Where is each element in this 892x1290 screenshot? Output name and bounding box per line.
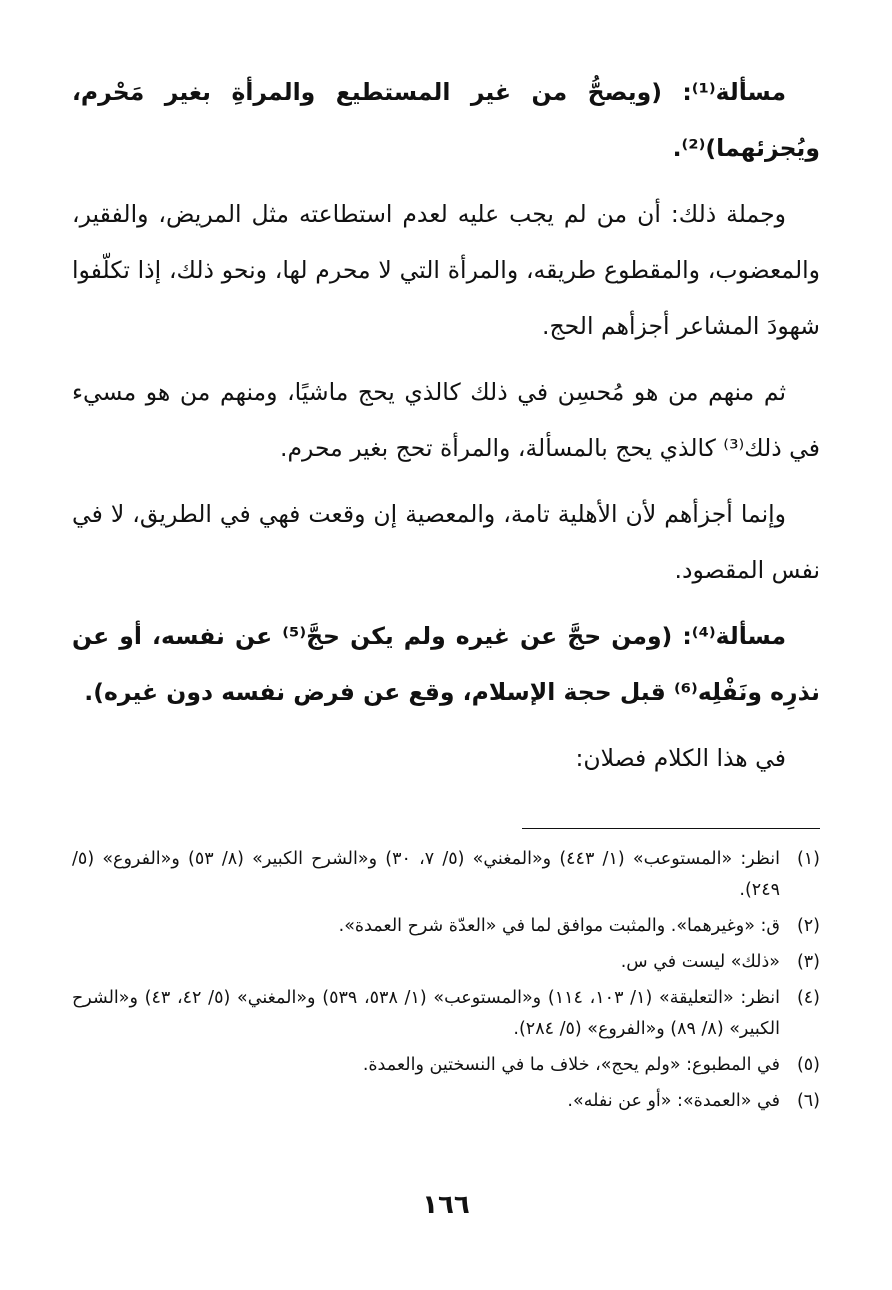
footnote-1 [72,844,820,906]
body-paragraph-3: ثم منهم من هو مُحسِن في ذلك كالذي يحج ماشيًا، ومنهم من هو مسيء في ذلك⁽³⁾ كالذي يحج بالمسألة، والمرأة تحج بغير محرم. [72,378,820,462]
footnote-number: (٥) [796,1055,820,1075]
footnote-number: (١) [796,849,820,869]
footnotes [72,844,820,1122]
section-intro: في هذا الكلام فصلان: [575,744,786,772]
footnote-text: «ذلك» ليست في س. [620,952,780,972]
page-number: ١٦٦ [422,1190,470,1220]
footnote-3 [72,947,820,978]
footnote-number: (٤) [796,988,820,1008]
footnote-text: انظر: «المستوعب» (١/ ٤٤٣) و«المغني» (٥/ ٧، ٣٠) و«الشرح الكبير» (٨/ ٥٣) و«الفروع» (٥/ ٢٤٩). [72,849,780,900]
footnotes-divider [522,828,820,829]
footnote-5 [72,1050,820,1081]
footnote-text: ق: «وغيرهما». والمثبت موافق لما في «العدّة شرح العمدة». [338,916,780,936]
footnote-number: (٢) [796,916,820,936]
body-paragraph-4: وإنما أجزأهم لأن الأهلية تامة، والمعصية إن وقعت فهي في الطريق، لا في نفس المقصود. [72,500,820,584]
footnote-text: في «العمدة»: «أو عن نفله». [567,1091,780,1111]
footnote-number: (٦) [796,1091,820,1111]
footnote-number: (٣) [796,952,820,972]
body-paragraph-2: وجملة ذلك: أن من لم يجب عليه لعدم استطاعته مثل المريض، والفقير، والمعضوب، والمقطوع طريقه، والمرأة التي لا محرم لها، ونحو ذلك، إذا تكلّفوا شهودَ المشاعر أجزأهم الحج. [72,200,820,340]
book-page [72,64,820,1250]
footnote-text: انظر: «التعليقة» (١/ ١٠٣، ١١٤) و«المستوعب» (١/ ٥٣٨، ٥٣٩) و«المغني» (٥/ ٤٢، ٤٣) و«الشرح الكبير» (٨/ ٨٩) و«الفروع» (٥/ ٢٨٤). [72,988,781,1039]
issue-paragraph-5: مسألة⁽⁴⁾: (ومن حجَّ عن غيره ولم يكن حجَّ⁽⁵⁾ عن نفسه، أو عن نذرِه ونَفْلِه⁽⁶⁾ قبل حجة الإسلام، وقع عن فرض نفسه دون غيره). [72,622,820,706]
footnote-2 [72,911,820,942]
footnote-4 [72,983,820,1045]
issue-paragraph-1: مسألة⁽¹⁾: (ويصحُّ من غير المستطيع والمرأةِ بغير مَحْرم، ويُجزئهما)⁽²⁾. [72,78,820,162]
footnote-6 [72,1086,820,1117]
footnote-text: في المطبوع: «ولم يحج»، خلاف ما في النسختين والعمدة. [362,1055,780,1075]
